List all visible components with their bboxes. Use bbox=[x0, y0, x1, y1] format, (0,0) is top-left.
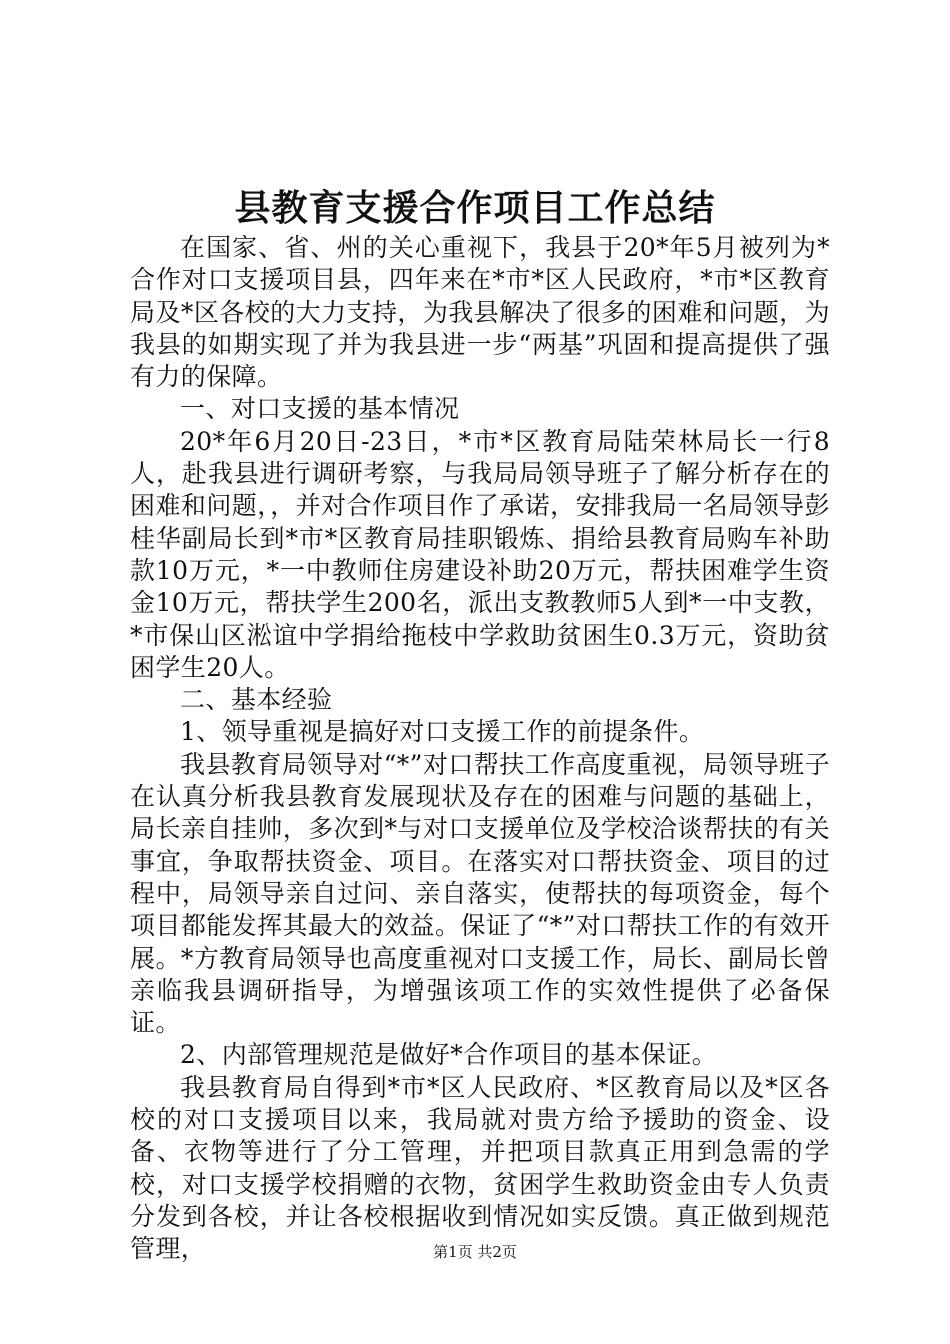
document-title: 县教育支援合作项目工作总结 bbox=[234, 187, 716, 229]
paragraph-basic-situation: 20*年6月20日-23日，*市*区教育局陆荣林局长一行8人，赴我县进行调研考察，与我局局领导班子了解分析存在的困难和问题，，并对合作项目作了承诺，安排我局一名局领导彭桂华副局长到*市*区教育局挂职锻炼、捐给县教育局购车补助款10万元，*一中教师住房建设补助20万元，帮扶困难学生资金10万元，帮扶学生200名，派出支教教师5人到*一中支教，*市保山区淞谊中学捐给拖枝中学救助贫困生0.3万元，资助贫困学生20人。 bbox=[130, 426, 830, 682]
document-body bbox=[130, 232, 830, 1266]
paragraph-intro: 在国家、省、州的关心重视下，我县于20*年5月被列为*合作对口支援项目县，四年来在*市*区人民政府，*市*区教育局及*区各校的大力支持，为我县解决了很多的困难和问题，为我县的如期实现了并为我县进一步“两基”巩固和提高提供了强有力的保障。 bbox=[130, 233, 830, 392]
heading-section-2: 二、基本经验 bbox=[180, 685, 333, 715]
subheading-management: 2、内部管理规范是做好*合作项目的基本保证。 bbox=[180, 1040, 718, 1070]
heading-section-1: 一、对口支援的基本情况 bbox=[180, 394, 460, 424]
paragraph-management: 我县教育局自得到*市*区人民政府、*区教育局以及*区各校的对口支援项目以来，我局就对贵方给予援助的资金、设备、衣物等进行了分工管理，并把项目款真正用到急需的学校，对口支援学校捐赠的衣物，贫困学生救助资金由专人负责分发到各校，并让各校根据收到情况如实反馈。真正做到规范管理， bbox=[130, 1072, 830, 1264]
subheading-leadership: 1、领导重视是搞好对口支援工作的前提条件。 bbox=[180, 717, 705, 747]
page-footer: 第1页 共2页 bbox=[433, 1243, 517, 1261]
paragraph-leadership: 我县教育局领导对“*”对口帮扶工作高度重视，局领导班子在认真分析我县教育发展现状及存在的困难与问题的基础上，局长亲自挂帅，多次到*与对口支援单位及学校洽谈帮扶的有关事宜，争取帮扶资金、项目。在落实对口帮扶资金、项目的过程中，局领导亲自过问、亲自落实，使帮扶的每项资金，每个项目都能发挥其最大的效益。保证了“*”对口帮扶工作的有效开展。*方教育局领导也高度重视对口支援工作，局长、副局长曾亲临我县调研指导，为增强该项工作的实效性提供了必备保证。 bbox=[130, 749, 830, 1038]
